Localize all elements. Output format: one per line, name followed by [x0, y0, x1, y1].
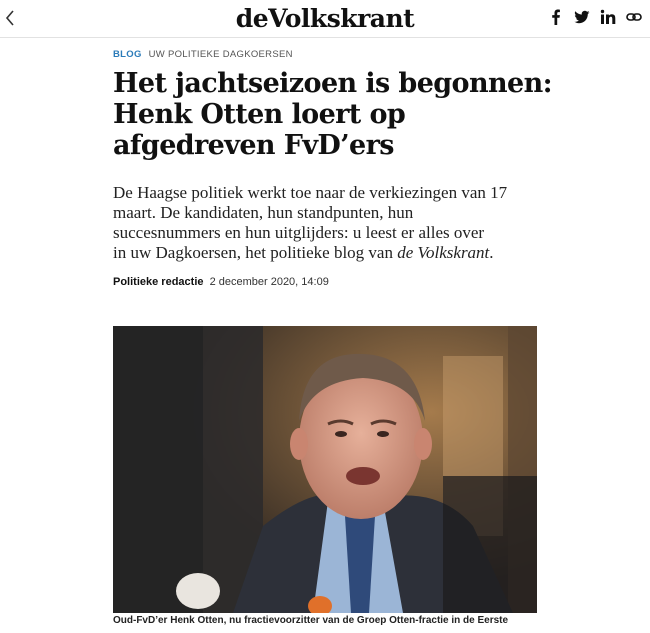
twitter-icon[interactable] [574, 9, 590, 25]
top-bar [0, 0, 650, 38]
headline-line: afgedreven FvD’ers [113, 130, 394, 161]
headline-line: Henk Otten loert op [113, 99, 406, 130]
article-headline [113, 68, 553, 161]
article-intro [113, 183, 553, 263]
intro-line: succesnummers en hun uitglijders: u leest er alles over [113, 223, 485, 242]
linkedin-icon[interactable] [600, 9, 616, 25]
byline [113, 276, 329, 288]
publication-name: de Volkskrant [397, 243, 490, 262]
article-photo [113, 326, 537, 613]
blog-label[interactable]: BLOG [113, 49, 142, 60]
headline-line: Het jachtseizoen is begonnen: [113, 68, 552, 99]
intro-line: De Haagse politiek werkt toe naar de verkiezingen van 17 [113, 183, 508, 202]
photo-caption: Oud-FvD’er Henk Otten, nu fractievoorzitter van de Groep Otten-fractie in de Eerste [113, 615, 509, 626]
share-bar [548, 9, 642, 25]
link-icon[interactable] [626, 9, 642, 25]
facebook-icon[interactable] [548, 9, 564, 25]
publish-date: 2 december 2020, 14:09 [209, 276, 329, 288]
intro-text: in uw Dagkoersen, het politieke blog van [113, 243, 398, 262]
intro-end: . [489, 243, 494, 262]
intro-line-last [113, 243, 553, 263]
section-label[interactable]: UW POLITIEKE DAGKOERSEN [148, 49, 293, 60]
intro-line: maart. De kandidaten, hun standpunten, hun [113, 203, 414, 222]
author-name[interactable]: Politieke redactie [113, 276, 204, 288]
site-logo[interactable]: deVolkskrant [235, 4, 415, 33]
article-kicker [113, 49, 293, 60]
